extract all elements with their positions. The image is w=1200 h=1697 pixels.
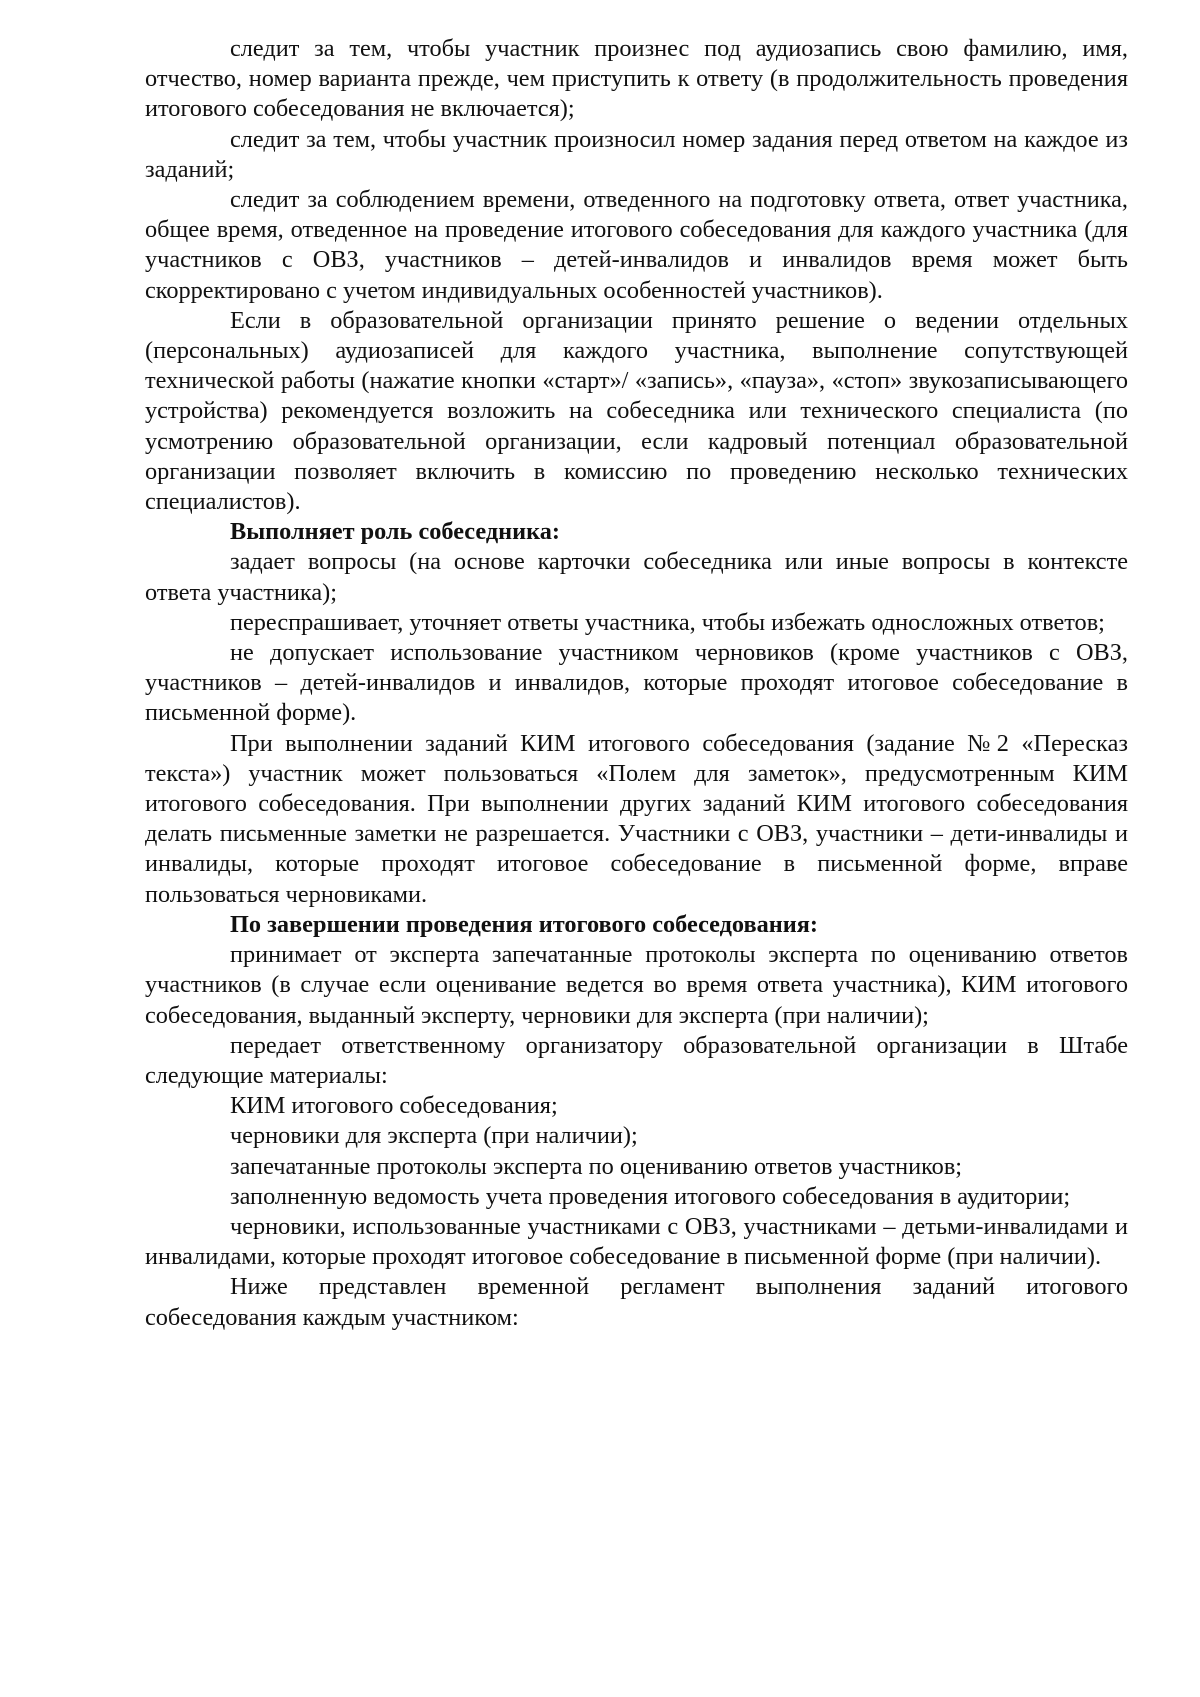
paragraph-time-control: следит за соблюдением времени, отведенного на подготовку ответа, ответ участника, общее время, отведенное на проведение итогового собеседования для каждого участника (для участников с ОВЗ, участников – детей-инвалидов и инвалидов время может быть скорректировано с учетом индивидуальных особенностей участников).	[145, 186, 1128, 304]
paragraph-asks-questions: задает вопросы (на основе карточки собеседника или иные вопросы в контексте ответа участника);	[145, 548, 1128, 606]
list-item-kim: КИМ итогового собеседования;	[230, 1092, 558, 1120]
list-item-sealed-protocols: запечатанные протоколы эксперта по оцениванию ответов участников;	[230, 1152, 963, 1180]
document-page	[145, 34, 1128, 1333]
list-item-filled-register: заполненную ведомость учета проведения итогового собеседования в аудитории;	[230, 1182, 1071, 1210]
list-item-participant-drafts: черновики, использованные участниками с ОВЗ, участниками – детьми-инвалидами и инвалидами, которые проходят итоговое собеседование в письменной форме (при наличии).	[145, 1212, 1128, 1271]
heading-interlocutor-role: Выполняет роль собеседника:	[230, 518, 561, 546]
paragraph-no-drafts: не допускает использование участником черновиков (кроме участников с ОВЗ, участников – детей-инвалидов и инвалидов, которые проходят итоговое собеседование в письменной форме).	[145, 639, 1128, 727]
paragraph-notes-field: При выполнении заданий КИМ итогового собеседования (задание №2 «Пересказ текста») участник может пользоваться «Полем для заметок», предусмотренным КИМ итогового собеседования. При выполнении других заданий КИМ итогового собеседования делать письменные заметки не разрешается. Участники с ОВЗ, участники – дети-инвалиды и инвалиды, которые проходят итоговое собеседование в письменной форме, вправе пользоваться черновиками.	[145, 729, 1128, 908]
paragraph-transfers-materials: передает ответственному организатору образовательной организации в Штабе следующие материалы:	[145, 1031, 1128, 1089]
paragraph-clarifies-answers: переспрашивает, уточняет ответы участника, чтобы избежать односложных ответов;	[230, 608, 1105, 636]
paragraph-audio-name: следит за тем, чтобы участник произнес под аудиозапись свою фамилию, имя, отчество, номер варианта прежде, чем приступить к ответу (в продолжительность проведения итогового собеседования не включается);	[145, 35, 1128, 123]
heading-after-completion: По завершении проведения итогового собеседования:	[230, 910, 818, 938]
paragraph-receives-protocols: принимает от эксперта запечатанные протоколы эксперта по оцениванию ответов участников (в случае если оценивание ведется во время ответа участника), КИМ итогового собеседования, выданный эксперту, черновики для эксперта (при наличии);	[145, 941, 1128, 1029]
paragraph-personal-audio: Если в образовательной организации принято решение о ведении отдельных (персональных) аудиозаписей для каждого участника, выполнение сопутствующей технической работы (нажатие кнопки «старт»/ «запись», «пауза», «стоп» звукозаписывающего устройства) рекомендуется возложить на собеседника или технического специалиста (по усмотрению образовательной организации, если кадровый потенциал образовательной организации позволяет включить в комиссию по проведению несколько технических специалистов).	[145, 306, 1128, 516]
list-item-expert-drafts: черновики для эксперта (при наличии);	[230, 1122, 638, 1150]
paragraph-time-schedule: Ниже представлен временной регламент выполнения заданий итогового собеседования каждым участником:	[145, 1273, 1128, 1331]
paragraph-task-number: следит за тем, чтобы участник произносил номер задания перед ответом на каждое из заданий;	[145, 125, 1128, 183]
